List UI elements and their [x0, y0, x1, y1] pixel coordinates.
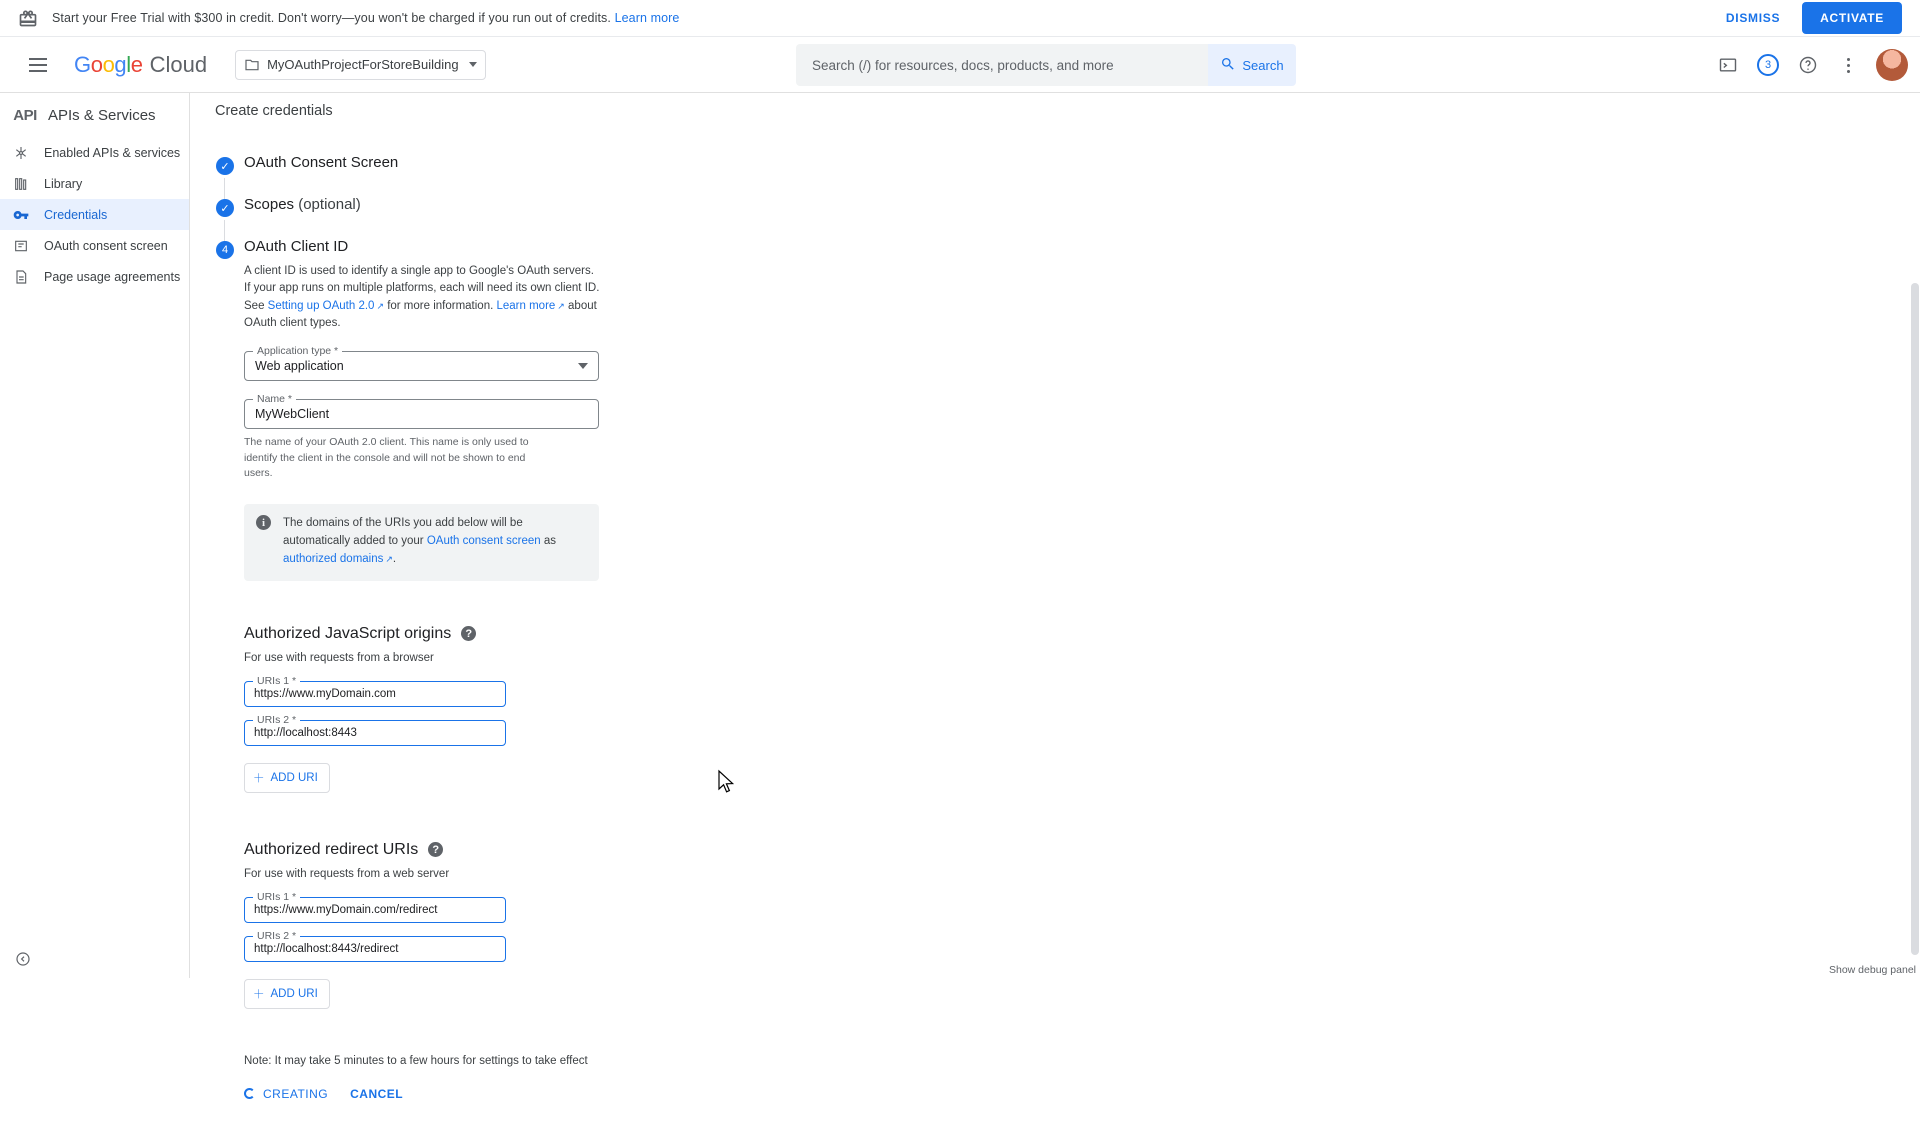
redirect-uris-subtitle: For use with requests from a web server — [244, 867, 450, 880]
js-origin-uri-1-value: https://www.myDomain.com — [254, 687, 396, 700]
avatar[interactable] — [1876, 49, 1908, 81]
sidebar-item-label: Page usage agreements — [44, 269, 181, 284]
sidebar-item-label: Credentials — [44, 207, 108, 222]
client-name-value: MyWebClient — [255, 406, 330, 421]
redirect-uri-2-field[interactable] — [244, 929, 506, 962]
step-title: OAuth Client ID — [244, 238, 349, 255]
redirect-uri-2-value: http://localhost:8443/redirect — [254, 942, 399, 955]
sidebar-title — [0, 93, 189, 137]
step-title: OAuth Consent Screen — [244, 154, 399, 171]
js-origin-uri-2-value: http://localhost:8443 — [254, 726, 357, 739]
info-text-part2: as — [540, 534, 556, 547]
help-icon[interactable]: ? — [428, 842, 443, 857]
client-id-desc-part3: about OAuth client types. — [244, 299, 597, 330]
js-origin-uri-2-label: URIs 2 * — [253, 714, 300, 726]
oauth-client-id-form — [191, 263, 1920, 1131]
project-name: MyOAuthProjectForStoreBuilding — [267, 57, 459, 72]
authorized-domains-link[interactable]: authorized domains ↗ — [283, 553, 393, 565]
js-origins-header — [244, 625, 1920, 643]
js-origin-uri-1-label: URIs 1 * — [253, 675, 300, 687]
menu-icon[interactable] — [18, 45, 58, 85]
google-wordmark: Google — [74, 51, 143, 77]
api-logo: API — [13, 106, 37, 124]
activate-button[interactable]: ACTIVATE — [1802, 2, 1902, 34]
google-cloud-logo[interactable] — [74, 52, 207, 78]
cloud-shell-icon[interactable] — [1710, 47, 1746, 83]
sidebar-item-label: Enabled APIs & services — [44, 145, 181, 160]
key-icon — [12, 206, 30, 224]
cloud-wordmark: Cloud — [149, 51, 208, 77]
redirect-uris-title: Authorized redirect URIs — [244, 840, 419, 858]
search-bar[interactable] — [796, 44, 1296, 86]
spinner-icon — [244, 1088, 255, 1099]
settings-note: Note: It may take 5 minutes to a few hours for settings to take effect — [244, 1054, 588, 1067]
step-title-text: Scopes — [244, 196, 295, 213]
search-icon — [1220, 56, 1236, 75]
redirect-uri-1-label: URIs 1 * — [253, 891, 300, 903]
plus-icon: ＋ — [253, 772, 265, 785]
agreement-icon — [12, 268, 30, 286]
gift-icon — [18, 8, 38, 28]
step-title — [244, 196, 1920, 213]
sidebar — [0, 93, 190, 978]
step-complete-icon: ✓ — [216, 199, 234, 217]
js-origin-uri-1-field[interactable] — [244, 674, 506, 707]
notifications-icon[interactable] — [1750, 47, 1786, 83]
step-scopes[interactable] — [191, 196, 1920, 213]
info-text-part3: . — [392, 552, 397, 565]
chevron-down-icon — [469, 62, 477, 67]
step-number-badge: 4 — [216, 241, 234, 259]
client-name-label: Name * — [253, 393, 296, 405]
creating-label: CREATING — [263, 1086, 329, 1101]
oauth-consent-screen-link[interactable]: OAuth consent screen — [426, 534, 541, 547]
learn-more-link[interactable]: Learn more ↗ — [496, 300, 564, 312]
library-icon — [12, 175, 30, 193]
form-actions — [244, 1087, 1920, 1131]
trial-banner-text — [52, 11, 680, 25]
header-actions — [1710, 47, 1908, 83]
chevron-down-icon — [578, 363, 588, 369]
client-id-desc-part1: A client ID is used to identify a single app to Google's OAuth servers. If your app runs on multiple platforms, each will need its own client ID. See — [244, 265, 600, 312]
plus-icon: ＋ — [253, 988, 265, 1001]
add-uri-label: ADD URI — [270, 987, 318, 1000]
dashboard-icon — [12, 144, 30, 162]
step-complete-icon: ✓ — [216, 157, 234, 175]
page-title: Create credentials — [215, 103, 333, 119]
redirect-uris-header — [244, 841, 1920, 859]
free-trial-banner — [0, 0, 1920, 37]
redirect-uri-2-label: URIs 2 * — [253, 930, 300, 942]
info-text-part1: The domains of the URIs you add below will be automatically added to your — [283, 517, 523, 547]
creating-button[interactable] — [244, 1087, 328, 1101]
sidebar-item-credentials[interactable] — [0, 199, 189, 230]
js-origins-title: Authorized JavaScript origins — [244, 624, 452, 642]
domains-info-box — [244, 504, 599, 580]
setting-up-oauth-link[interactable]: Setting up OAuth 2.0 ↗ — [268, 300, 384, 312]
notification-count: 3 — [1757, 54, 1779, 76]
sidebar-item-page-usage-agreements[interactable] — [0, 261, 189, 292]
info-icon: i — [256, 515, 271, 530]
search-input[interactable] — [810, 57, 1194, 74]
search-button-label: Search — [1242, 57, 1284, 73]
more-options-icon[interactable] — [1830, 47, 1866, 83]
sidebar-item-enabled-apis[interactable] — [0, 137, 189, 168]
js-origin-uri-2-field[interactable] — [244, 713, 506, 746]
domains-info-text — [283, 515, 587, 568]
scroll-area[interactable] — [191, 129, 1920, 1101]
project-picker[interactable] — [235, 50, 485, 80]
sidebar-item-library[interactable] — [0, 168, 189, 199]
search-button[interactable] — [1208, 44, 1296, 86]
step-oauth-consent-screen[interactable] — [191, 154, 1920, 171]
sidebar-item-label: Library — [44, 176, 83, 191]
application-type-value: Web application — [255, 358, 344, 373]
add-uri-label: ADD URI — [270, 771, 318, 784]
js-origins-subtitle: For use with requests from a browser — [244, 651, 434, 664]
client-id-description — [244, 263, 601, 333]
step-optional-label: (optional) — [298, 196, 361, 213]
application-type-select[interactable] — [244, 344, 599, 381]
help-icon[interactable]: ? — [461, 626, 476, 641]
help-icon[interactable] — [1790, 47, 1826, 83]
show-debug-panel-link[interactable]: Show debug panel — [1829, 964, 1916, 976]
step-oauth-client-id[interactable] — [191, 238, 1920, 255]
project-icon — [244, 57, 260, 73]
consent-icon — [12, 237, 30, 255]
sidebar-item-oauth-consent-screen[interactable] — [0, 230, 189, 261]
trial-banner-message: Start your Free Trial with $300 in credit. Don't worry—you won't be charged if you run out of credits. — [52, 11, 611, 25]
collapse-sidebar-icon[interactable] — [12, 948, 34, 970]
client-id-desc-part2: for more information. — [384, 299, 497, 312]
main-content — [191, 93, 1920, 1101]
sidebar-item-label: OAuth consent screen — [44, 238, 168, 253]
scrollbar-thumb[interactable] — [1911, 283, 1919, 955]
client-name-field[interactable] — [244, 392, 599, 429]
trial-learn-more-link[interactable]: Learn more — [614, 11, 680, 25]
sidebar-title-label: APIs & Services — [48, 106, 156, 124]
redirect-uris-add-uri-button[interactable] — [244, 979, 330, 1009]
redirect-uri-1-value: https://www.myDomain.com/redirect — [254, 903, 438, 916]
scrollbar-track[interactable] — [1910, 189, 1920, 956]
search-box[interactable] — [796, 44, 1208, 86]
js-origins-add-uri-button[interactable] — [244, 763, 330, 793]
redirect-uri-1-field[interactable] — [244, 890, 506, 923]
cancel-button[interactable]: CANCEL — [350, 1086, 404, 1101]
application-type-label: Application type * — [253, 345, 342, 357]
client-name-helper: The name of your OAuth 2.0 client. This name is only used to identify the client in the console and will not be shown to end users. — [244, 435, 529, 480]
dismiss-button[interactable]: DISMISS — [1714, 3, 1792, 33]
